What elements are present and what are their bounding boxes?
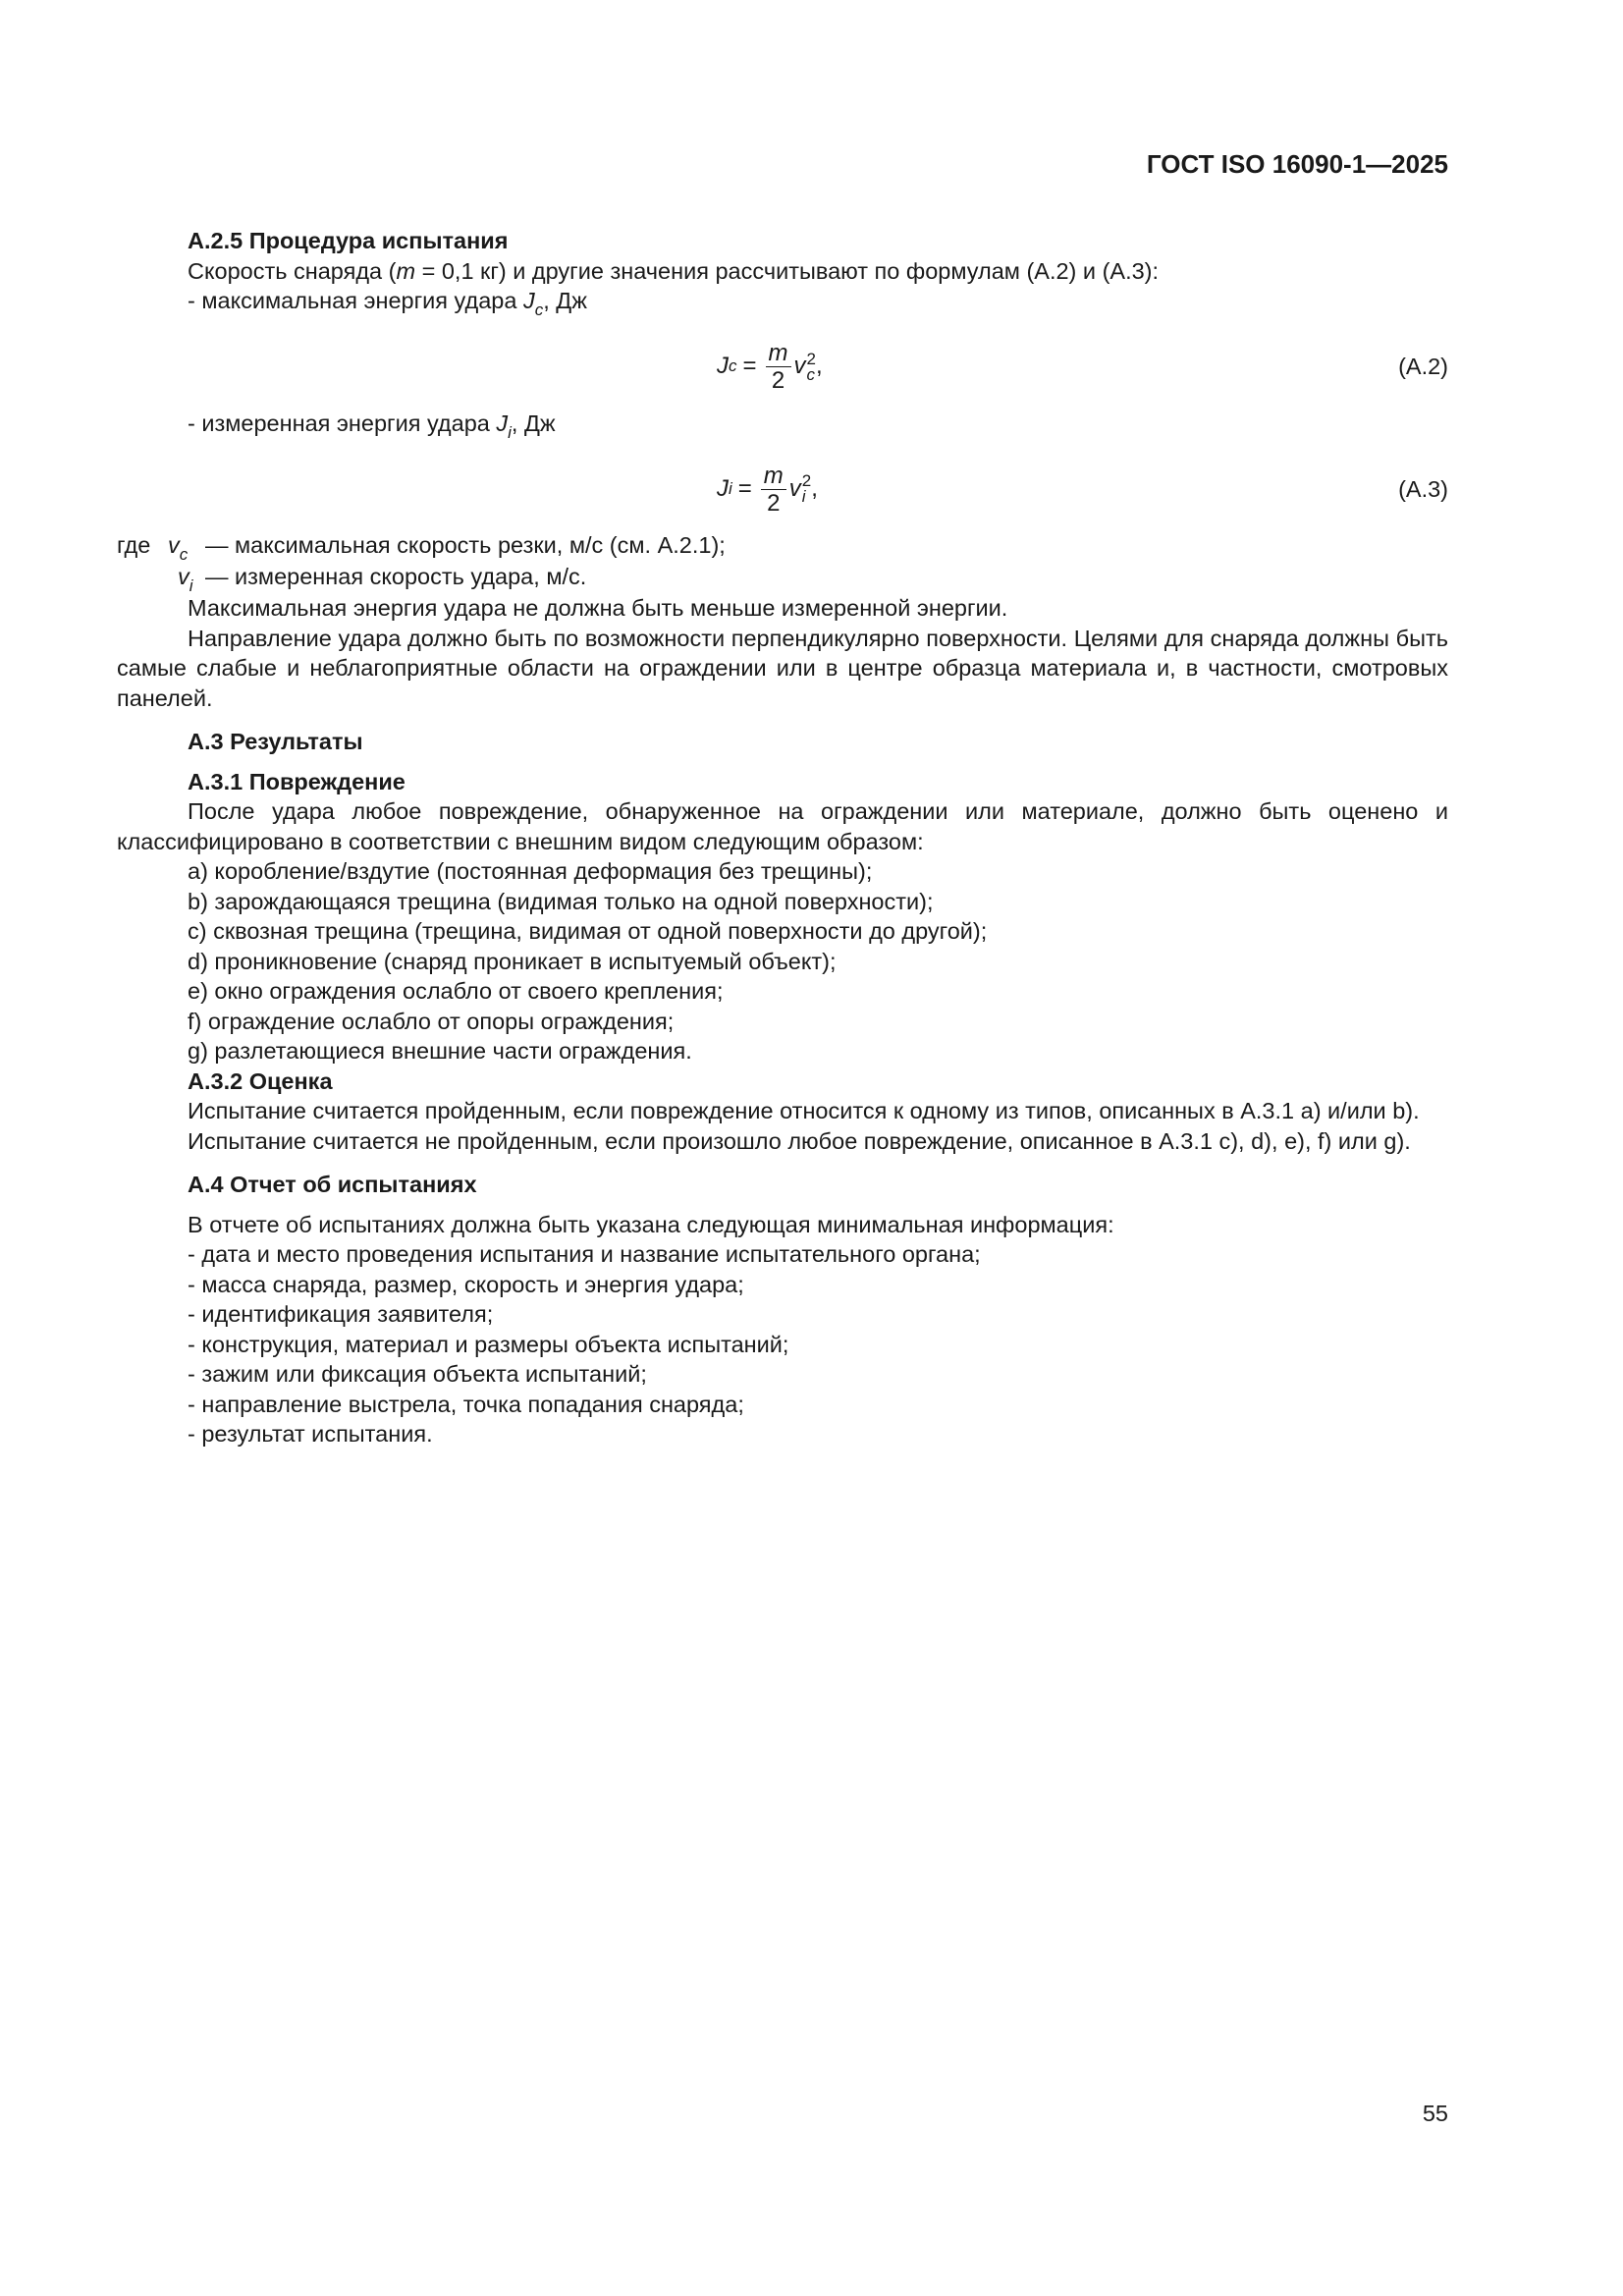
paragraph-test-passed: Испытание считается пройденным, если повреждение относится к одному из типов, описанных в А.3.1 а) и/или b). xyxy=(188,1098,1420,1123)
section-a32-title: А.3.2 Оценка xyxy=(188,1067,333,1094)
report-item: - масса снаряда, размер, скорость и энергия удара; xyxy=(188,1271,744,1297)
where-line-vc: где $v_c$ — максимальная скорость резки, м/с (см. А.2.1); xyxy=(117,532,726,564)
damage-item-b: b) зарождающаяся трещина (видимая только на одной поверхности); xyxy=(188,888,934,914)
page-content xyxy=(117,226,1448,1449)
report-item: - направление выстрела, точка попадания снаряда; xyxy=(188,1391,744,1417)
damage-item-a: a) коробление/вздутие (постоянная деформация без трещины); xyxy=(188,858,873,884)
section-a4-title: А.4 Отчет об испытаниях xyxy=(188,1172,477,1197)
formula-a2 xyxy=(117,326,1448,409)
section-a25-title: А.2.5 Процедура испытания xyxy=(188,228,509,253)
fraction: $\frac{m}{2}$ xyxy=(766,340,791,394)
page-number: 55 xyxy=(1422,2101,1448,2126)
report-item: - идентификация заявителя; xyxy=(188,1301,494,1327)
damage-item-d: d) проникновение (снаряд проникает в испытуемый объект); xyxy=(188,948,837,974)
formula-a2-number: (А.2) xyxy=(1398,354,1448,380)
formula-a3 xyxy=(117,448,1448,530)
document-code: ГОСТ ISO 16090-1—2025 xyxy=(1146,149,1448,179)
paragraph-report-intro: В отчете об испытаниях должна быть указана следующая минимальная информация: xyxy=(188,1211,1114,1237)
report-item: - результат испытания. xyxy=(188,1421,433,1447)
formula-a3-expression: J i = $\frac{m}{2}$ v 2 i , xyxy=(717,462,818,517)
energy-item-max: - максимальная энергия удара $J_c$, Дж xyxy=(188,288,587,319)
damage-item-c: c) сквозная трещина (трещина, видимая от одной поверхности до другой); xyxy=(188,918,988,944)
section-a3-title: А.3 Результаты xyxy=(188,729,363,754)
damage-item-g: g) разлетающиеся внешние части ограждения. xyxy=(188,1038,692,1064)
damage-item-e: e) окно ограждения ослабло от своего крепления; xyxy=(188,978,724,1004)
section-a25-intro: Скорость снаряда (m = 0,1 кг) и другие значения рассчитывают по формулам (А.2) и (А.3): xyxy=(188,257,1160,284)
formula-a3-number: (А.3) xyxy=(1398,475,1448,502)
damage-item-f: f) ограждение ослабло от опоры ограждения; xyxy=(188,1008,675,1034)
energy-item-measured: - измеренная энергия удара $J_i$, Дж xyxy=(188,410,556,442)
fraction: $\frac{m}{2}$ xyxy=(761,463,786,517)
paragraph-max-energy: Максимальная энергия удара не должна быть меньше измеренной энергии. xyxy=(188,595,1008,621)
formula-a2-expression: J c = $\frac{m}{2}$ v 2 c , xyxy=(717,340,823,394)
section-a31-title: А.3.1 Повреждение xyxy=(188,768,406,794)
report-item: - дата и место проведения испытания и название испытательного органа; xyxy=(188,1241,981,1267)
report-item: - конструкция, материал и размеры объекта испытаний; xyxy=(188,1331,789,1357)
report-item: - зажим или фиксация объекта испытаний; xyxy=(188,1361,647,1387)
paragraph-test-failed: Испытание считается не пройденным, если произошло любое повреждение, описанное в А.3.1 c), d), e), f) или g). xyxy=(188,1127,1411,1154)
paragraph-impact-direction: Направление удара должно быть по возможности перпендикулярно поверхности. Целями для снаряда должны быть самые слабые и неблагоприятные области на ограждении или в центре образца материала и, в частности, смотровых панелей. xyxy=(117,625,1448,711)
paragraph-damage-intro: После удара любое повреждение, обнаруженное на ограждении или материале, должно быть оценено и классифицировано в соответствии с внешним видом следующим образом: xyxy=(117,798,1448,854)
where-line-vi: $v_i$ — измеренная скорость удара, м/с. xyxy=(178,564,587,595)
